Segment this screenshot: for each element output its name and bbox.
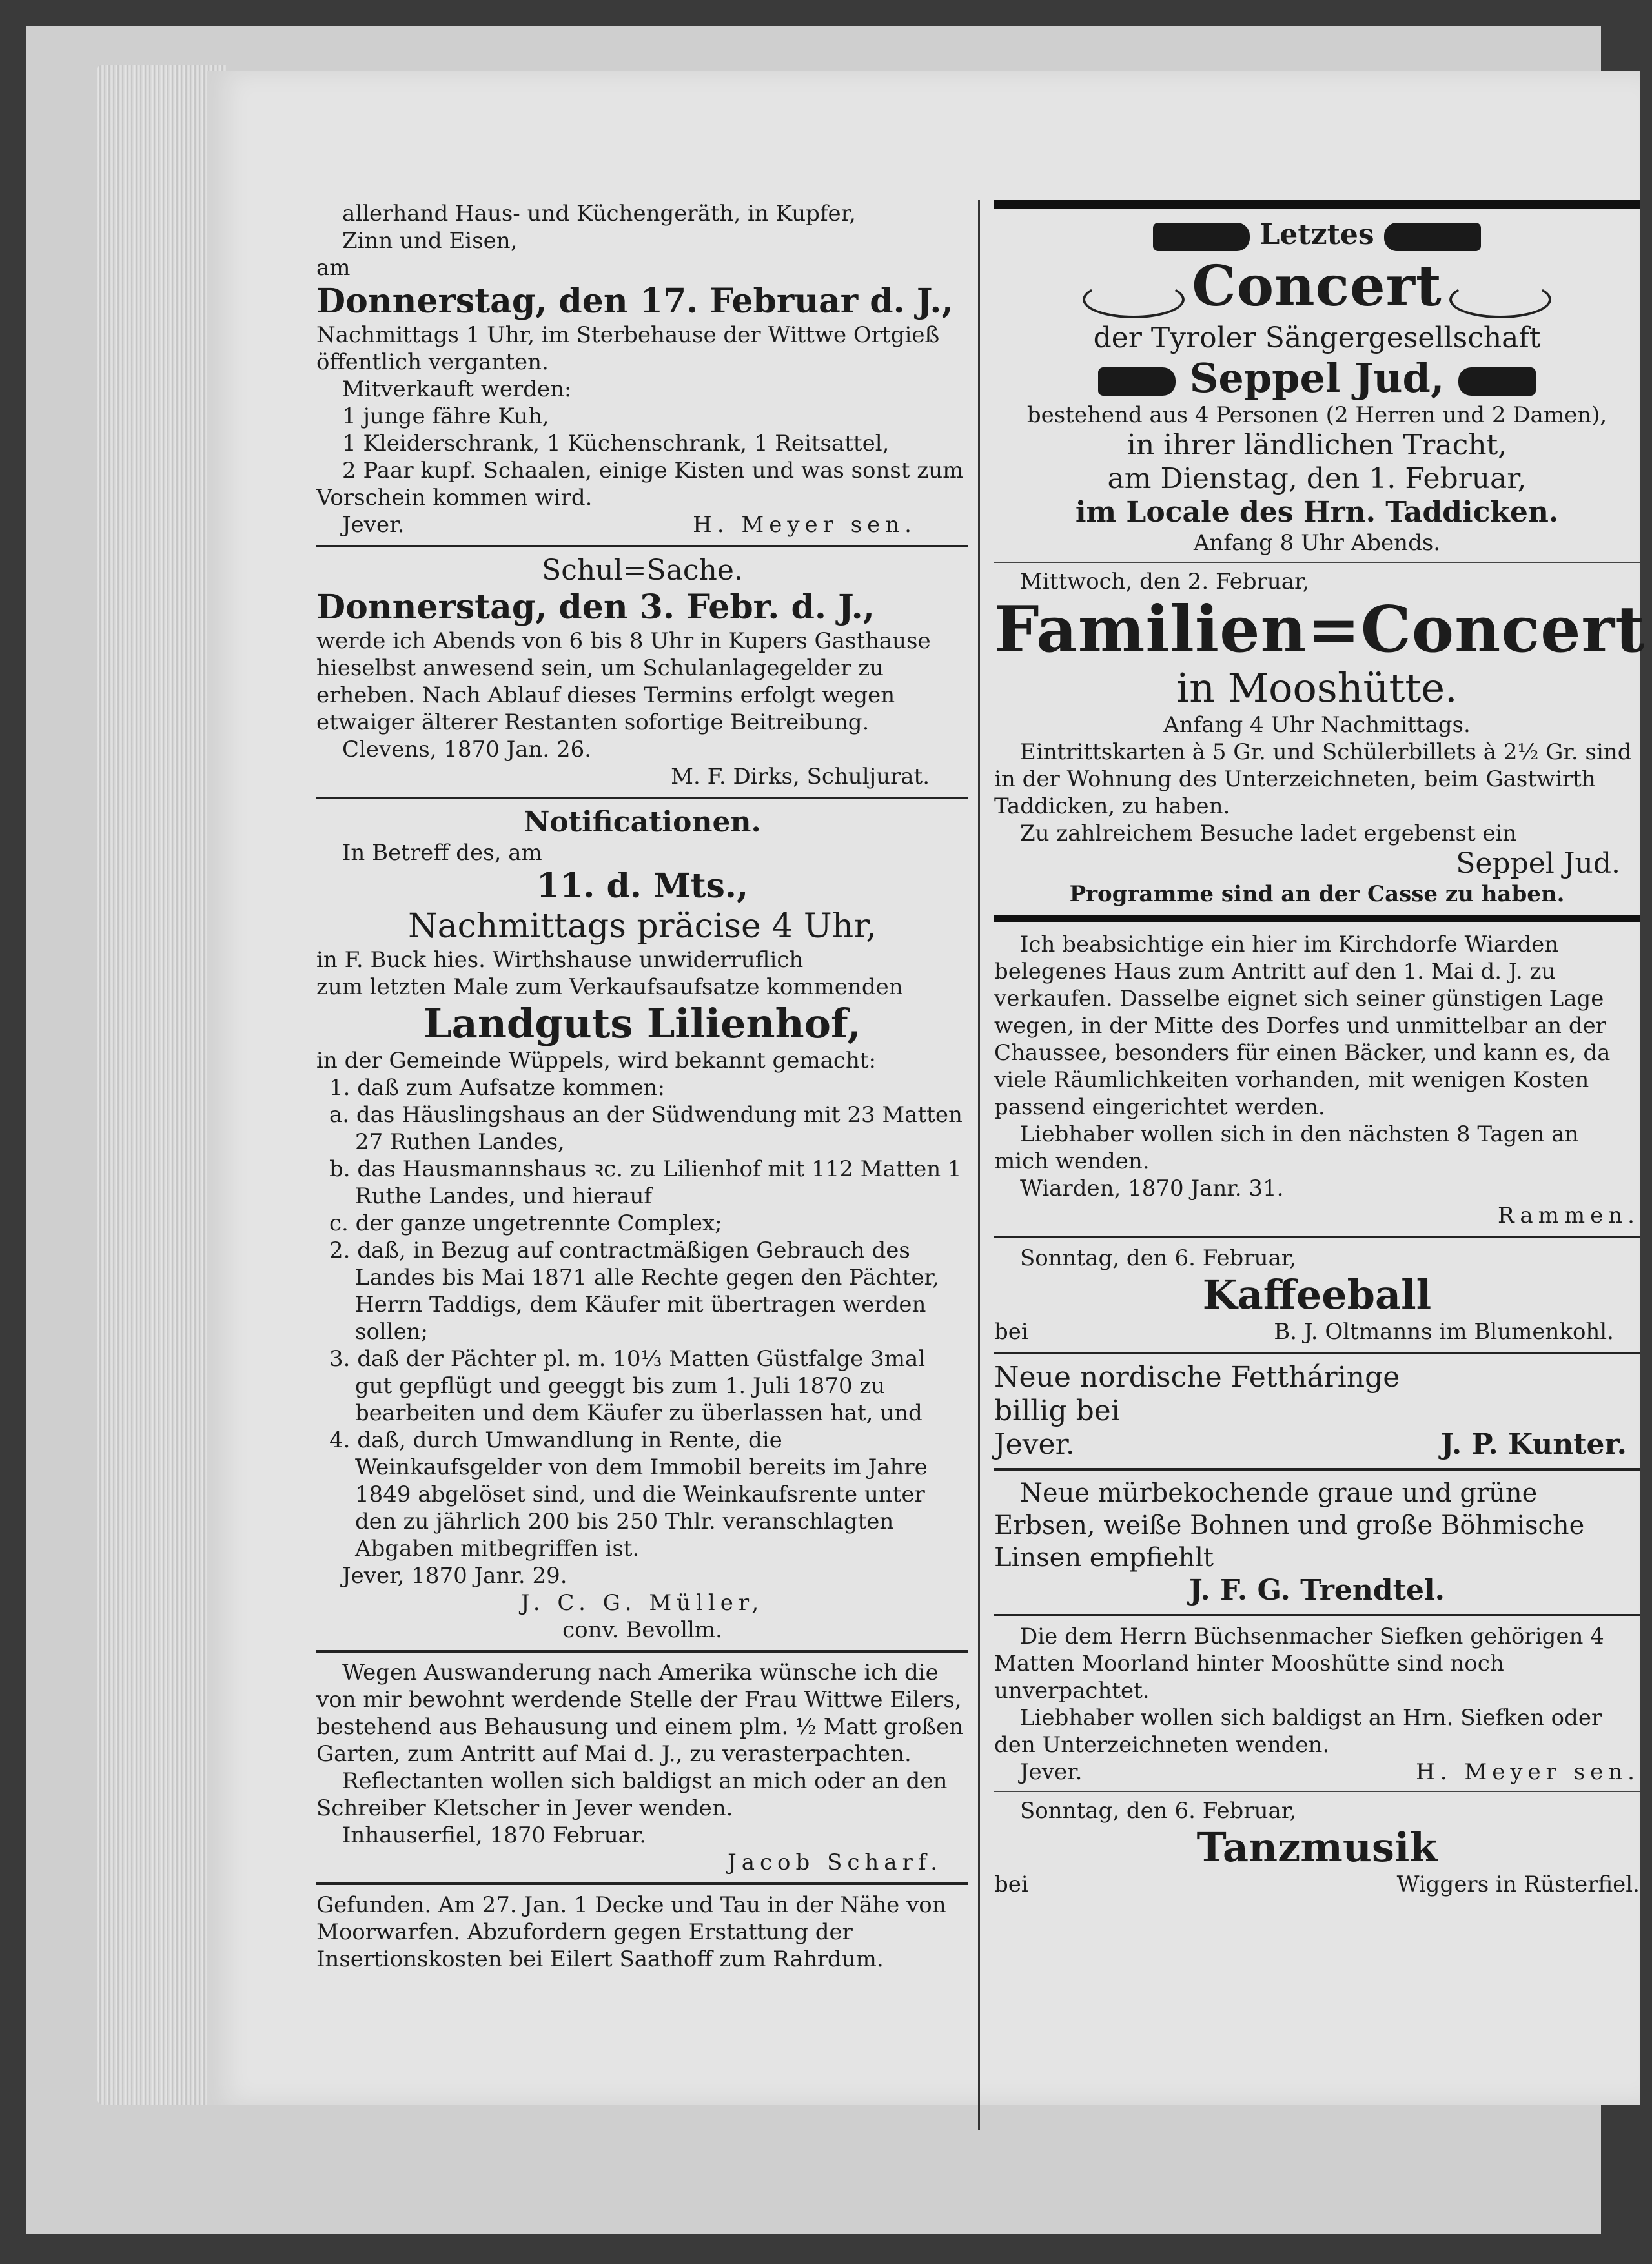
house-ad	[994, 931, 1640, 1229]
concert-name: Seppel Jud,	[1189, 354, 1445, 402]
notifications-signature: J. C. G. Müller,	[520, 1590, 764, 1616]
family-signature: Seppel Jud.	[1456, 847, 1620, 880]
found-body: Gefunden. Am 27. Jan. 1 Decke und Tau in der Nähe von Moorwarfen. Abzufordern gegen Erstattung der Insertionskosten bei Eilert Saathoff zum Rahrdum.	[316, 1892, 946, 1972]
moor-ad	[994, 1623, 1640, 1786]
moor-footer	[994, 1759, 1640, 1786]
dance-host-row	[994, 1871, 1640, 1898]
concert-name-row	[994, 355, 1640, 402]
notifications-estate: Landguts Lilienhof,	[423, 1000, 861, 1047]
moor-place: Jever.	[1020, 1759, 1083, 1785]
peas-ad	[994, 1477, 1640, 1607]
auction-notice	[316, 200, 968, 538]
auction-footer	[316, 511, 968, 538]
divider	[994, 1791, 1640, 1792]
auction-item: 1 Kleiderschrank, 1 Küchenschrank, 1 Reitsattel,	[342, 431, 890, 456]
flourish-icon	[1083, 281, 1185, 318]
emigration-signature: Jacob Scharf.	[728, 1850, 943, 1875]
concert-date: am Dienstag, den 1. Februar,	[1107, 462, 1527, 495]
concert-title-row	[994, 252, 1640, 321]
notifications-point: 2. daß, in Bezug auf contractmäßigen Gebrauch des Landes bis Mai 1871 alle Rechte gegen den Pächter, Herrn Taddigs, dem Käufer mit übertragen werden sollen;	[329, 1238, 939, 1345]
dance-title: Tanzmusik	[1196, 1824, 1438, 1871]
auction-signature: H. Meyer sen.	[693, 512, 917, 538]
left-column	[316, 200, 968, 1973]
pointing-hand-icon	[1384, 223, 1481, 251]
moor-signature: H. Meyer sen.	[1416, 1759, 1640, 1785]
column-divider	[978, 200, 980, 2130]
flourish-icon	[1449, 281, 1551, 318]
concert-consisting: bestehend aus 4 Personen (2 Herren und 2 Damen),	[1026, 402, 1607, 428]
herring-place: Jever.	[994, 1428, 1075, 1461]
auction-also-sold: Mitverkauft werden:	[342, 376, 572, 402]
emigration-notice	[316, 1659, 968, 1876]
coffee-date: Sonntag, den 6. Februar,	[1020, 1245, 1297, 1271]
moor-body: Die dem Herrn Büchsenmacher Siefken gehörigen 4 Matten Moorland hinter Mooshütte sind noch unverpachtet.	[994, 1624, 1604, 1704]
coffee-bei: bei	[994, 1319, 1028, 1345]
divider	[994, 1236, 1640, 1238]
emigration-body2: Reflectanten wollen sich baldigst an mich oder an den Schreiber Kletscher in Jever wenden.	[316, 1768, 948, 1821]
coffee-title: Kaffeeball	[1202, 1271, 1432, 1318]
notifications-sig-role: conv. Bevollm.	[562, 1617, 722, 1643]
divider	[994, 1468, 1640, 1471]
notifications-point: 4. daß, durch Umwandlung in Rente, die Weinkaufsgelder von dem Immobil bereits im Jahre 1849 abgelöset sind, und die Weinkaufsrente unter den zu jährlich 200 bis 250 Thlr. veranschlagten Abgaben mitbegriffen ist.	[329, 1427, 928, 1562]
concert-ad	[994, 218, 1640, 556]
dance-bei: bei	[994, 1871, 1028, 1897]
auction-line: Zinn und Eisen,	[342, 228, 518, 254]
right-column	[994, 200, 1646, 1898]
family-tickets: Eintrittskarten à 5 Gr. und Schülerbillets à 2½ Gr. sind in der Wohnung des Unterzeichneten, beim Gastwirth Taddicken, zu haben.	[994, 739, 1632, 819]
concert-attire: in ihrer ländlichen Tracht,	[1127, 429, 1507, 462]
house-body2: Liebhaber wollen sich in den nächsten 8 Tagen an mich wenden.	[994, 1121, 1579, 1174]
divider	[316, 797, 968, 799]
dance-ad	[994, 1797, 1640, 1898]
divider	[316, 1650, 968, 1653]
family-place: in Mooshütte.	[1176, 664, 1458, 711]
herring-line2: billig bei	[994, 1394, 1120, 1427]
moor-body2: Liebhaber wollen sich baldigst an Hrn. Siefken oder den Unterzeichneten wenden.	[994, 1705, 1602, 1758]
notifications-notice	[316, 806, 968, 1644]
pointing-hand-icon	[1458, 367, 1536, 396]
concert-last-row	[994, 218, 1640, 252]
notifications-line: zum letzten Male zum Verkaufsaufsatze kommenden	[316, 974, 903, 1000]
coffee-host: B. J. Oltmanns im Blumenkohl.	[1274, 1319, 1614, 1345]
divider	[316, 545, 968, 547]
family-title: Familien=Concert	[994, 593, 1646, 667]
auction-item: 1 junge fähre Kuh,	[342, 403, 549, 429]
herring-line1: Neue nordische Fettháringe	[994, 1361, 1400, 1394]
auction-date: Donnerstag, den 17. Februar d. J.,	[316, 281, 953, 321]
house-signature: Rammen.	[1498, 1203, 1640, 1229]
peas-body: Neue mürbekochende graue und grüne Erbsen, weiße Bohnen und große Böhmische Linsen empfiehlt	[994, 1478, 1585, 1573]
concert-venue: im Locale des Hrn. Taddicken.	[1075, 496, 1559, 529]
notifications-point: b. das Hausmannshaus ꝛc. zu Lilienhof mit 112 Matten 1 Ruthe Landes, und hierauf	[329, 1156, 962, 1209]
notifications-point: c. der ganze ungetrennte Complex;	[329, 1210, 722, 1236]
concert-start: Anfang 8 Uhr Abends.	[1193, 530, 1441, 556]
house-body: Ich beabsichtige ein hier im Kirchdorfe Wiarden belegenes Haus zum Antritt auf den 1. Mai d. J. zu verkaufen. Dasselbe eignet sich seiner günstigen Lage wegen, in der Mitte des Dorfes und unmittelbar an der Chaussee, besonders für einen Bäcker, und kann es, da viele Räumlichkeiten vorhanden, mit wenigen Kosten passend eingerichtet werden.	[994, 932, 1611, 1120]
auction-place: Jever.	[342, 512, 405, 538]
family-invite: Zu zahlreichem Besuche ladet ergebenst ein	[1020, 821, 1517, 846]
divider	[316, 1882, 968, 1885]
notifications-line: in F. Buck hies. Wirthshause unwiderruflich	[316, 947, 804, 973]
auction-time: Nachmittags 1 Uhr, im Sterbehause der Wittwe Ortgieß öffentlich verganten.	[316, 322, 940, 375]
notifications-point: 1. daß zum Aufsatze kommen:	[329, 1075, 665, 1101]
herring-ad	[994, 1361, 1640, 1462]
notifications-place-date: Jever, 1870 Janr. 29.	[342, 1563, 567, 1589]
auction-item: 2 Paar kupf. Schaalen, einige Kisten und was sonst zum Vorschein kommen wird.	[316, 458, 964, 511]
herring-seller: J. P. Kunter.	[1440, 1428, 1627, 1461]
heavy-divider	[994, 915, 1640, 922]
divider	[994, 1352, 1640, 1354]
school-place-date: Clevens, 1870 Jan. 26.	[342, 737, 592, 762]
coffee-ad	[994, 1245, 1640, 1345]
notifications-time: Nachmittags präcise 4 Uhr,	[408, 907, 877, 946]
auction-line: allerhand Haus- und Küchengeräth, in Kupfer,	[342, 201, 856, 227]
dance-date: Sonntag, den 6. Februar,	[1020, 1798, 1297, 1824]
school-notice	[316, 554, 968, 790]
emigration-place-date: Inhauserfiel, 1870 Februar.	[342, 1822, 647, 1848]
herring-seller-row	[994, 1428, 1640, 1462]
emigration-body: Wegen Auswanderung nach Amerika wünsche ich die von mir bewohnt werdende Stelle der Frau Wittwe Eilers, bestehend aus Behausung und einem plm. ½ Matt großen Garten, zum Antritt auf Mai d. J., zu verasterpachten.	[316, 1660, 964, 1767]
heavy-divider	[994, 200, 1640, 209]
school-title: Schul=Sache.	[542, 554, 743, 587]
found-notice	[316, 1892, 968, 1973]
school-signature: M. F. Dirks, Schuljurat.	[671, 764, 930, 790]
divider	[994, 1614, 1640, 1616]
notifications-line: in der Gemeinde Wüppels, wird bekannt gemacht:	[316, 1048, 876, 1074]
concert-title: Concert	[1192, 254, 1442, 319]
family-date: Mittwoch, den 2. Februar,	[1020, 569, 1310, 595]
peas-seller: J. F. G. Trendtel.	[1189, 1574, 1445, 1607]
school-date: Donnerstag, den 3. Febr. d. J.,	[316, 587, 875, 627]
concert-of: der Tyroler Sängergesellschaft	[1093, 321, 1541, 354]
notifications-title: Notificationen.	[524, 806, 761, 839]
pointing-hand-icon	[1153, 223, 1250, 251]
divider	[994, 562, 1640, 563]
house-place-date: Wiarden, 1870 Janr. 31.	[1020, 1176, 1284, 1201]
newspaper-page	[207, 71, 1646, 2105]
family-concert-ad	[994, 568, 1646, 908]
notifications-point: a. das Häuslingshaus an der Südwendung mit 23 Matten 27 Ruthen Landes,	[329, 1102, 963, 1155]
school-body: werde ich Abends von 6 bis 8 Uhr in Kupers Gasthause hieselbst anwesend sein, um Schulanlagegelder zu erheben. Nach Ablauf dieses Termins erfolgt wegen etwaiger älterer Restanten sofortige Beitreibung.	[316, 628, 931, 735]
dance-host: Wiggers in Rüsterfiel.	[1396, 1871, 1640, 1897]
family-start: Anfang 4 Uhr Nachmittags.	[1163, 712, 1471, 738]
auction-am: am	[316, 255, 351, 281]
concert-last: Letztes	[1259, 218, 1374, 251]
notifications-intro: In Betreff des, am	[342, 840, 542, 866]
notifications-date: 11. d. Mts.,	[536, 866, 749, 906]
notifications-point: 3. daß der Pächter pl. m. 10⅓ Matten Güstfalge 3mal gut gepflügt und geeggt bis zum 1. Juli 1870 zu bearbeiten und dem Käufer zu überlassen hat, und	[329, 1346, 926, 1426]
pointing-hand-icon	[1098, 367, 1176, 396]
family-programme: Programme sind an der Casse zu haben.	[1069, 881, 1565, 907]
coffee-host-row	[994, 1318, 1640, 1345]
